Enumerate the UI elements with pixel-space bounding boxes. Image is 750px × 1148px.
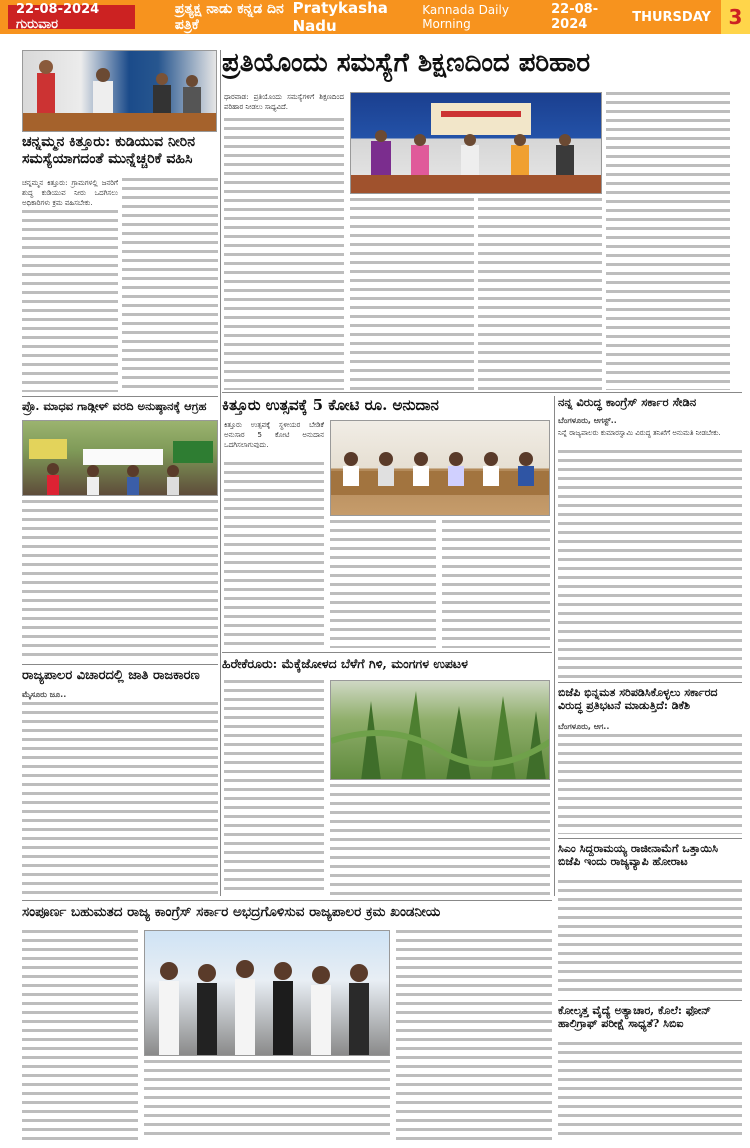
divider <box>558 838 742 839</box>
masthead-paper-sub: Kannada Daily Morning <box>422 3 509 31</box>
protest-photo-figures <box>23 421 218 496</box>
main-story-col3 <box>478 198 602 390</box>
masthead-paper-name-en: Pratykasha Nadu <box>292 0 388 35</box>
divider <box>22 664 218 665</box>
madhav-protest-headline: ಪ್ರೊ. ಮಾಧವ ಗಾಡ್ಗೀಳ್ ವರದಿ ಅನುಷ್ಠಾನಕ್ಕೆ ಆಗ್ರಹ <box>22 400 207 413</box>
governor-protest-photo <box>144 930 390 1056</box>
governor-politics-body <box>22 702 218 898</box>
masthead-day: THURSDAY <box>632 9 711 25</box>
madhav-protest-body <box>22 500 218 660</box>
masthead-paper-name-kn: ಪ್ರತ್ಯಕ್ಷ ನಾಡು ಕನ್ನಡ ದಿನ ಪತ್ರಿಕೆ <box>174 1 284 33</box>
divider <box>22 396 218 397</box>
masthead-date-left: 22-08-2024 ಗುರುವಾರ <box>8 5 135 29</box>
main-story-col1 <box>224 118 344 390</box>
kittur-water-headline: ಚನ್ನಮ್ಮನ ಕಿತ್ತೂರು: ಕುಡಿಯುವ ನೀರಿನ ಸಮಸ್ಯೆಯಾಗದಂತೆ ಮುನ್ನೆಚ್ಚರಿಕೆ ವಹಿಸಿ <box>22 134 195 167</box>
main-headline: ಪ್ರತಿಯೊಂದು ಸಮಸ್ಯೆಗೆ ಶಿಕ್ಷಣದಿಂದ ಪರಿಹಾರ <box>222 48 591 78</box>
utsav-meeting-photo <box>330 420 550 516</box>
utsav-meeting-figures <box>331 421 550 516</box>
main-story-col2 <box>350 198 474 390</box>
divider <box>222 652 552 653</box>
maize-crop-figures <box>331 681 550 780</box>
divider <box>222 392 742 393</box>
kolkata-body <box>558 1042 742 1140</box>
main-story-lead: ಧಾರವಾಡ: ಪ್ರತಿಯೊಂದು ಸಮಸ್ಯೆಗಳಿಗೆ ಶಿಕ್ಷಣದಿಂದ ಪರಿಹಾರ ನೀಡಲು ಸಾಧ್ಯವಿದೆ. <box>224 93 344 111</box>
protest-photo <box>22 420 218 496</box>
kittur-utsav-headline: ಕಿತ್ತೂರು ಉತ್ಸವಕ್ಕೆ 5 ಕೋಟಿ ರೂ. ಅನುದಾನ <box>222 396 439 414</box>
meeting-photo-figures <box>23 51 217 132</box>
governor-protest-figures <box>145 931 390 1056</box>
maize-crop-photo <box>330 680 550 780</box>
hirekerur-headline: ಹಿರೇಕೆರೂರು: ಮೆಕ್ಕೆಜೋಳದ ಬೆಳೆಗೆ ಗಿಳಿ, ಮಂಗಗಳ ಉಪಟಳ <box>222 656 468 671</box>
dk-protest-headline: ಬಿಜೆಪಿ ಭಿನ್ನಮತ ಸರಿಪಡಿಸಿಕೊಳ್ಳಲು ಸರ್ಕಾರದ ವಿರುದ್ಧ ಪ್ರತಿಭಟನೆ ಮಾಡುತ್ತಿದೆ: ಡಿಕೆಶಿ <box>558 686 718 713</box>
page-number: 3 <box>721 0 750 34</box>
cm-resign-body <box>558 880 742 996</box>
kittur-water-body-col1 <box>22 210 118 392</box>
dk-protest-body <box>558 734 742 834</box>
bottom-banner-headline: ಸಂಪೂರ್ಣ ಬಹುಮತದ ರಾಜ್ಯ ಕಾಂಗ್ರೆಸ್ ಸರ್ಕಾರ ಅಭದ್ರಗೊಳಿಸುವ ರಾಜ್ಯಪಾಲರ ಕ್ರಮ ಖಂಡನೀಯ <box>22 904 441 920</box>
governor-politics-dateline: ಮೈಸೂರು ಜೂ.. <box>22 690 67 699</box>
kittur-utsav-col2 <box>330 520 436 648</box>
masthead-bar <box>0 0 750 34</box>
bottom-banner-col3 <box>396 930 552 1140</box>
cm-resign-headline: ಸಿಎಂ ಸಿದ್ದರಾಮಯ್ಯ ರಾಜೀನಾಮೆಗೆ ಒತ್ತಾಯಿಸಿ ಬಿಜೆಪಿ ಇಂದು ರಾಜ್ಯವ್ಯಾಪಿ ಹೋರಾಟ <box>558 842 718 869</box>
bottom-banner-col1 <box>22 930 138 1140</box>
education-event-photo <box>350 92 602 194</box>
dk-protest-dateline: ಬೆಂಗಳೂರು, ಆಗ.. <box>558 722 610 731</box>
congress-govt-dateline: ಬೆಂಗಳೂರು, ಆಗಸ್ಟ್.. <box>558 416 617 425</box>
kittur-water-body-col2 <box>122 178 218 392</box>
kittur-water-lead: ಚನ್ನಮ್ಮನ ಕಿತ್ತೂರು: ಗ್ರಾಮಗಳಲ್ಲಿ ಜನರಿಗೆ ಶುದ್ಧ ಕುಡಿಯುವ ನೀರು ಒದಗಿಸಲು ಅಧಿಕಾರಿಗಳು ಕ್ರಮ ವಹಿಸಬೇಕು. <box>22 179 118 207</box>
hirekerur-col2 <box>330 784 550 896</box>
main-story-col4 <box>606 92 730 390</box>
divider <box>558 1000 742 1001</box>
meeting-photo <box>22 50 217 132</box>
congress-govt-lead: ನಿನ್ನೆ ರಾಜ್ಯಪಾಲರು ಕುಮಾರಸ್ವಾಮಿ ವಿರುದ್ಧ ತನಿಖೆಗೆ ಅನುಮತಿ ನೀಡಬೇಕು. <box>558 429 721 437</box>
congress-govt-body <box>558 450 742 678</box>
column-rule <box>220 50 221 896</box>
education-event-figures <box>351 93 602 194</box>
bottom-banner-col2 <box>144 1060 390 1140</box>
divider <box>558 682 742 683</box>
column-rule <box>554 396 555 896</box>
hirekerur-col1 <box>224 680 324 896</box>
kittur-utsav-col1 <box>224 462 324 648</box>
divider <box>22 900 552 901</box>
governor-politics-headline: ರಾಜ್ಯಪಾಲರ ವಿಚಾರದಲ್ಲಿ ಜಾತಿ ರಾಜಕಾರಣ <box>22 668 200 683</box>
kolkata-headline: ಕೋಲ್ಕತ್ತ ವೈದ್ಯೆ ಅತ್ಯಾಚಾರ, ಕೊಲೆ: ಫೋನ್ ಹಾಲಿಗ್ರಾಫ್ ಪರೀಕ್ಷೆ ಸಾಧ್ಯತೆ? ಸಿಬಿಐ <box>558 1004 711 1031</box>
kittur-utsav-lead: ಕಿತ್ತೂರು ಉತ್ಸವಕ್ಕೆ ಸ್ಥಳೀಯರ ಬೇಡಿಕೆ ಅನುಸಾರ 5 ಕೋಟಿ ಅನುದಾನ ಒದಗಿಸಲಾಗುವುದು. <box>224 421 324 449</box>
kittur-utsav-col3 <box>442 520 550 648</box>
congress-govt-headline: ನನ್ನ ವಿರುದ್ಧ ಕಾಂಗ್ರೆಸ್ ಸರ್ಕಾರ ಸೇಡಿನ <box>558 396 697 409</box>
masthead-date-right: 22-08-2024 <box>551 2 599 32</box>
